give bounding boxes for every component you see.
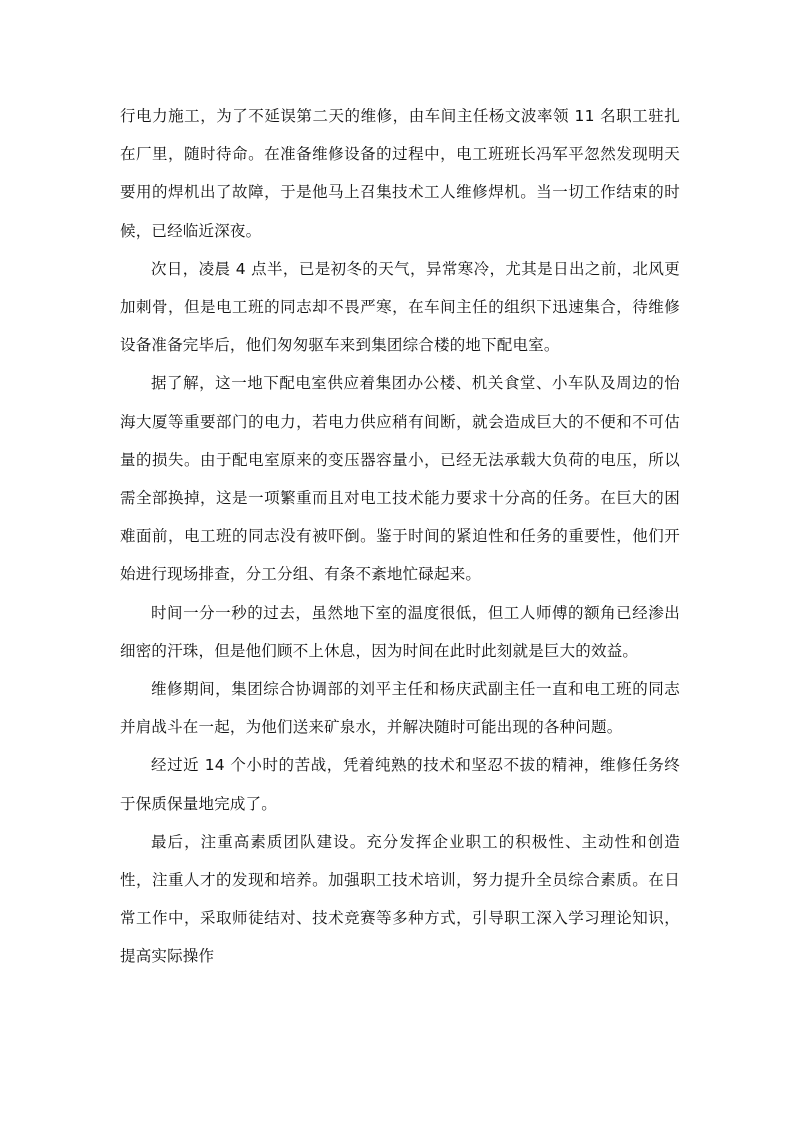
paragraph: 据了解，这一地下配电室供应着集团办公楼、机关食堂、小车队及周边的怡海大厦等重要部门的电力，若电力供应稍有间断，就会造成巨大的不便和不可估量的损失。由于配电室原来的变压器容量小，已经无法承载大负荷的电压，所以需全部换掉，这是一项繁重而且对电工技术能力要求十分高的任务。在巨大的困难面前，电工班的同志没有被吓倒。鉴于时间的紧迫性和任务的重要性，他们开始进行现场排查，分工分组、有条不紊地忙碌起来。 [120, 374, 680, 584]
paragraph: 经过近 14 个小时的苦战，凭着纯熟的技术和坚忍不拔的精神，维修任务终于保质保量地完成了。 [120, 756, 680, 813]
paragraph-continuation: 行电力施工，为了不延误第二天的维修，由车间主任杨文波率领 11 名职工驻扎在厂里，随时待命。在准备维修设备的过程中，电工班班长冯军平忽然发现明天要用的焊机出了故障，于是他马上召集技术工人维修焊机。当一切工作结束的时候，已经临近深夜。 [120, 107, 680, 240]
paragraph: 时间一分一秒的过去，虽然地下室的温度很低，但工人师傅的额角已经渗出细密的汗珠，但是他们顾不上休息，因为时间在此时此刻就是巨大的效益。 [120, 603, 680, 660]
paragraph: 维修期间，集团综合协调部的刘平主任和杨庆武副主任一直和电工班的同志并肩战斗在一起，为他们送来矿泉水，并解决随时可能出现的各种问题。 [120, 680, 680, 737]
paragraph: 最后，注重高素质团队建设。充分发挥企业职工的积极性、主动性和创造性，注重人才的发现和培养。加强职工技术培训，努力提升全员综合素质。在日常工作中，采取师徒结对、技术竞赛等多种方式，引导职工深入学习理论知识，提高实际操作 [120, 832, 680, 966]
paragraph: 次日，凌晨 4 点半，已是初冬的天气，异常寒冷，尤其是日出之前，北风更加刺骨，但是电工班的同志却不畏严寒，在车间主任的组织下迅速集合，待维修设备准备完毕后，他们匆匆驱车来到集团综合楼的地下配电室。 [120, 259, 680, 355]
document-body [120, 97, 680, 976]
